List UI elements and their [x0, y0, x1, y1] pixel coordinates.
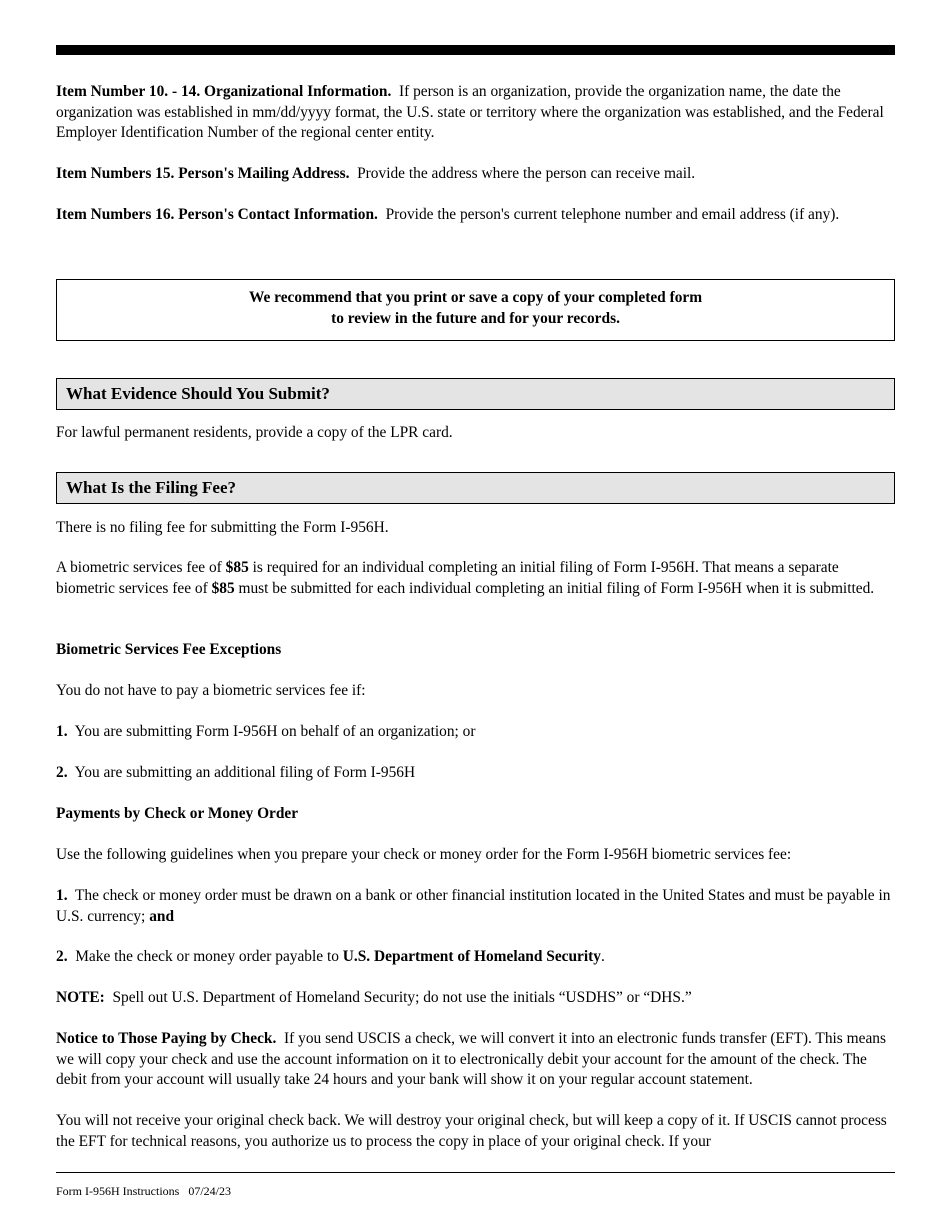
item-16-text: Provide the person's current telephone number and email address (if any).	[385, 206, 840, 223]
exception-1-text: You are submitting Form I-956H on behalf of an organization; or	[74, 723, 476, 740]
no-filing-fee-text: There is no filing fee for submitting the Form I-956H.	[56, 519, 389, 536]
exception-1-number: 1.	[56, 723, 68, 740]
guideline-2-period: .	[600, 948, 605, 965]
payments-intro: Use the following guidelines when you prepare your check or money order for the Form I-956H biometric services fee:	[56, 846, 792, 863]
item-10-14-text: If person is an organization, provide the organization name, the date the organization was established in mm/dd/yyyy format, the U.S. state or territory where the organization was established, and the Federal Employer Identification Number of the regional center entity.	[56, 83, 884, 141]
item-16-paragraph	[56, 205, 895, 226]
guideline-2-text: Make the check or money order payable to	[75, 948, 339, 965]
item-10-14-paragraph	[56, 82, 895, 144]
exceptions-intro: You do not have to pay a biometric services fee if:	[56, 682, 366, 699]
guideline-1-text: The check or money order must be drawn on a bank or other financial institution located in the United States and must be payable in U.S. currency;	[56, 887, 891, 925]
guideline-2-payee: U.S. Department of Homeland Security	[342, 948, 601, 965]
item-15-label: Item Numbers 15. Person's Mailing Address.	[56, 165, 350, 182]
exceptions-heading	[56, 640, 895, 661]
item-15-paragraph	[56, 164, 895, 185]
page-footer	[56, 1184, 231, 1198]
section-header-evidence	[56, 378, 895, 410]
exception-item-2	[56, 763, 895, 784]
biometric-fee-text-a: A biometric services fee of	[56, 559, 222, 576]
payments-heading	[56, 804, 895, 825]
guideline-1-number: 1.	[56, 887, 68, 904]
biometric-fee-amount-2: $85	[211, 579, 235, 597]
bottom-rule	[56, 1172, 895, 1173]
notice-label: Notice to Those Paying by Check.	[56, 1030, 277, 1047]
notice-paragraph	[56, 1029, 895, 1091]
guideline-item-2	[56, 947, 895, 968]
notice-paragraph-2: You will not receive your original check back. We will destroy your original check, but will keep a copy of it. If USCIS cannot process the EFT for technical reasons, you authorize us to process the copy in place of your original check. If your	[56, 1112, 887, 1150]
recommendation-line-1: We recommend that you print or save a copy of your completed form	[248, 289, 703, 306]
biometric-fee-text-b: is required for an individual completing an initial filing of Form I-956H. That means a separate biometric services fee of	[56, 559, 839, 597]
biometric-fee-paragraph	[56, 558, 895, 599]
guideline-2-number: 2.	[56, 948, 68, 965]
item-16-label: Item Numbers 16. Person's Contact Information.	[56, 206, 378, 223]
top-rule	[56, 45, 895, 55]
exception-2-number: 2.	[56, 764, 68, 781]
item-10-14-label: Item Number 10. - 14. Organizational Information.	[56, 83, 392, 100]
filing-fee-heading: What Is the Filing Fee?	[66, 478, 236, 497]
guideline-item-1	[56, 886, 895, 927]
note-paragraph	[56, 988, 895, 1009]
footer-form-name: Form I-956H Instructions	[56, 1184, 180, 1198]
note-text: Spell out U.S. Department of Homeland Security; do not use the initials “USDHS” or “DHS.”	[112, 989, 692, 1006]
note-label: NOTE:	[56, 989, 105, 1006]
payments-heading-text: Payments by Check or Money Order	[56, 805, 299, 822]
footer-date: 07/24/23	[188, 1184, 231, 1198]
notice-text: If you send USCIS a check, we will convert it into an electronic funds transfer (EFT). This means we will copy your check and use the account information on it to electronically debit your account for the amount of the check. The debit from your account will usually take 24 hours and your bank will show it on your regular account statement.	[56, 1030, 886, 1088]
evidence-text: For lawful permanent residents, provide a copy of the LPR card.	[56, 424, 453, 441]
exception-2-text: You are submitting an additional filing of Form I-956H	[74, 764, 416, 781]
exception-item-1	[56, 722, 895, 743]
section-header-filing-fee	[56, 472, 895, 504]
recommendation-line-2: to review in the future and for your records.	[331, 309, 620, 327]
evidence-heading: What Evidence Should You Submit?	[66, 384, 330, 403]
exceptions-heading-text: Biometric Services Fee Exceptions	[56, 641, 282, 658]
biometric-fee-text-c: must be submitted for each individual completing an initial filing of Form I-956H when it is submitted.	[238, 579, 875, 597]
item-15-text: Provide the address where the person can receive mail.	[357, 165, 696, 182]
biometric-fee-amount: $85	[225, 559, 249, 576]
guideline-1-and: and	[149, 907, 175, 925]
recommendation-box	[56, 279, 895, 341]
